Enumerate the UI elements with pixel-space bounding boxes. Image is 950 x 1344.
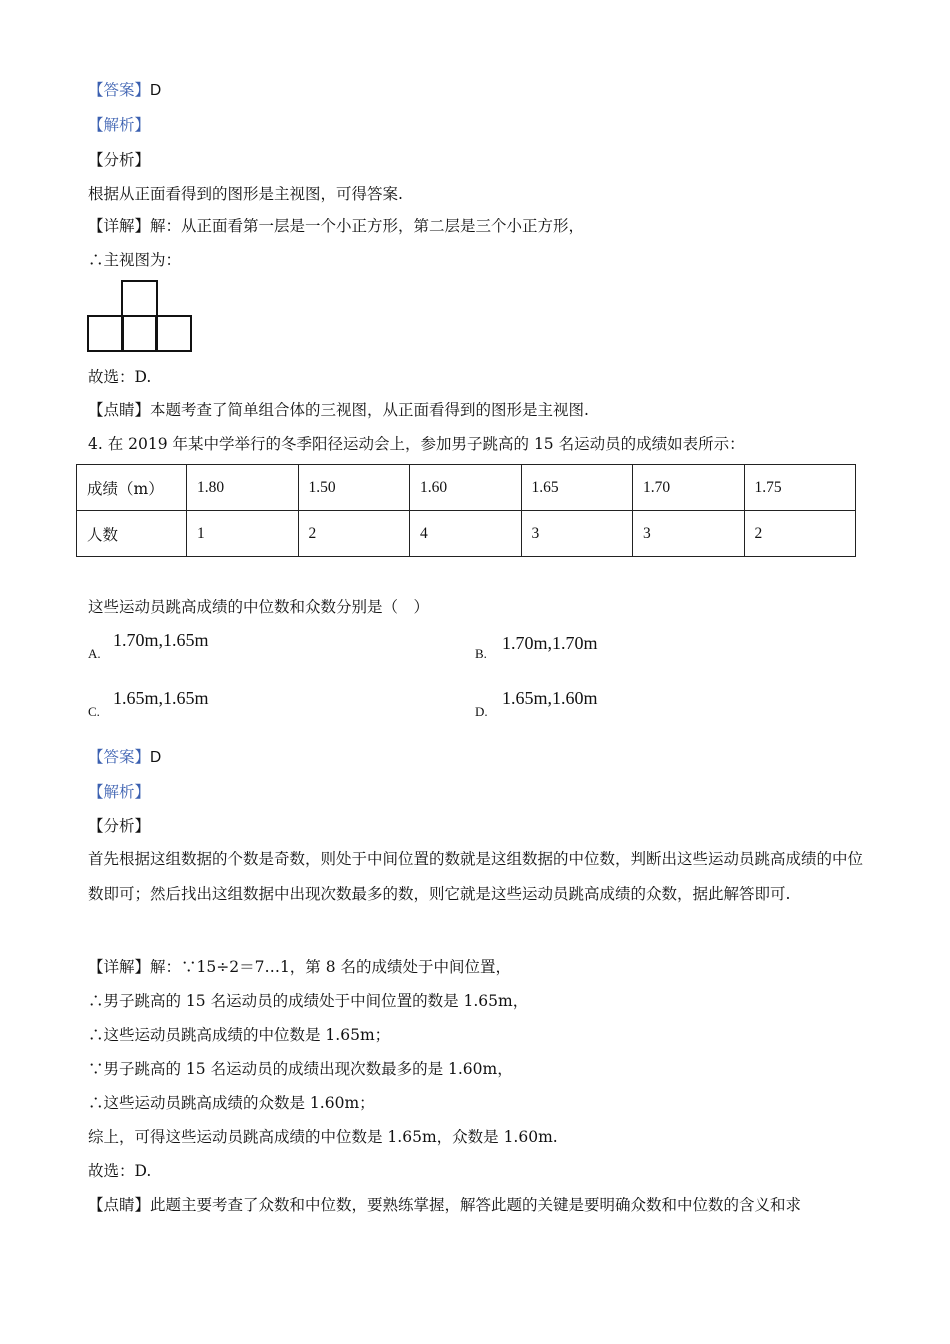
detail-line-2: ∴男子跳高的 15 名运动员的成绩处于中间位置的数是 1.65m， xyxy=(88,992,529,1010)
option-c-letter: C. xyxy=(88,704,100,719)
answer-value: D xyxy=(150,749,162,766)
option-d-value: 1.65m,1.60m xyxy=(502,688,598,708)
detail-tag: 【详解】 xyxy=(88,217,151,235)
answer-tag: 【答案】 xyxy=(88,81,151,99)
choice-text: 故选：D. xyxy=(88,368,152,386)
analysis-tag: 【解析】 xyxy=(88,783,151,801)
bottom-square-right xyxy=(155,315,192,352)
option-b-letter: B. xyxy=(475,646,487,661)
top-square xyxy=(121,280,158,317)
question-text: 4. 在 2019 年某中学举行的冬季阳径运动会上，参加男子跳高的 15 名运动员的成绩如表所示： xyxy=(88,435,745,453)
table-row xyxy=(77,465,856,511)
option-b-value: 1.70m,1.70m xyxy=(502,633,598,653)
score-table xyxy=(76,464,856,557)
table-cell: 1.65 xyxy=(521,465,633,511)
table-cell: 1.70 xyxy=(633,465,745,511)
table-cell: 1.50 xyxy=(298,465,410,511)
fenxi-paragraph: 首先根据这组数据的个数是奇数，则处于中间位置的数就是这组数据的中位数，判断出这些运动员跳高成绩的中位数即可；然后找出这组数据中出现次数最多的数，则它就是这些运动员跳高成绩的众数，据此解答即可. xyxy=(88,850,864,903)
table-cell: 1.80 xyxy=(187,465,299,511)
detail-text: 解：∵15÷2＝7…1，第 8 名的成绩处于中间位置， xyxy=(150,958,512,976)
table-cell: 1.75 xyxy=(744,465,856,511)
answer-tag: 【答案】 xyxy=(88,748,151,766)
comment-tag: 【点睛】 xyxy=(88,401,151,419)
comment-text: 本题考查了简单组合体的三视图，从正面看得到的图形是主视图. xyxy=(150,401,589,419)
table-cell: 3 xyxy=(521,511,633,557)
table-cell: 1.60 xyxy=(410,465,522,511)
detail-line-1 xyxy=(88,957,511,977)
fenxi-tag: 【分析】 xyxy=(88,817,151,835)
question-ask: 这些运动员跳高成绩的中位数和众数分别是（ ） xyxy=(88,598,430,616)
front-view-figure xyxy=(87,280,197,354)
comment-line xyxy=(88,400,589,420)
option-d-letter: D. xyxy=(475,704,488,719)
fenxi-tag: 【分析】 xyxy=(88,151,151,169)
comment-text: 此题主要考查了众数和中位数，要熟练掌握，解答此题的关键是要明确众数和中位数的含义和求 xyxy=(150,1196,802,1214)
answer-value: D xyxy=(150,82,162,99)
analysis-tag: 【解析】 xyxy=(88,116,151,134)
detail-line-6: 综上，可得这些运动员跳高成绩的中位数是 1.65m，众数是 1.60m. xyxy=(88,1128,558,1146)
comment-tag: 【点睛】 xyxy=(88,1196,151,1214)
detail-line xyxy=(88,216,584,236)
option-a-letter: A. xyxy=(88,646,101,661)
option-c-value: 1.65m,1.65m xyxy=(113,688,209,708)
answer-line xyxy=(88,747,161,768)
table-cell: 3 xyxy=(633,511,745,557)
table-cell: 人数 xyxy=(77,511,187,557)
detail-tag: 【详解】 xyxy=(88,958,151,976)
detail-text: 解：从正面看第一层是一个小正方形，第二层是三个小正方形， xyxy=(150,217,585,235)
choice-text: 故选：D. xyxy=(88,1162,152,1180)
option-a-value: 1.70m,1.65m xyxy=(113,630,209,650)
table-row xyxy=(77,511,856,557)
comment-line xyxy=(88,1195,801,1215)
table-cell: 成绩（m） xyxy=(77,465,187,511)
bottom-square-middle xyxy=(121,315,158,352)
detail-line-4: ∵男子跳高的 15 名运动员的成绩出现次数最多的是 1.60m， xyxy=(88,1060,513,1078)
prev-answer-line xyxy=(88,80,161,101)
table-cell: 2 xyxy=(298,511,410,557)
table-cell: 2 xyxy=(744,511,856,557)
table-cell: 1 xyxy=(187,511,299,557)
conclusion-text: ∴主视图为： xyxy=(88,251,182,269)
detail-line-3: ∴这些运动员跳高成绩的中位数是 1.65m； xyxy=(88,1026,391,1044)
bottom-square-left xyxy=(87,315,124,352)
detail-line-5: ∴这些运动员跳高成绩的众数是 1.60m； xyxy=(88,1094,375,1112)
fenxi-text: 根据从正面看得到的图形是主视图，可得答案. xyxy=(88,185,403,203)
table-cell: 4 xyxy=(410,511,522,557)
